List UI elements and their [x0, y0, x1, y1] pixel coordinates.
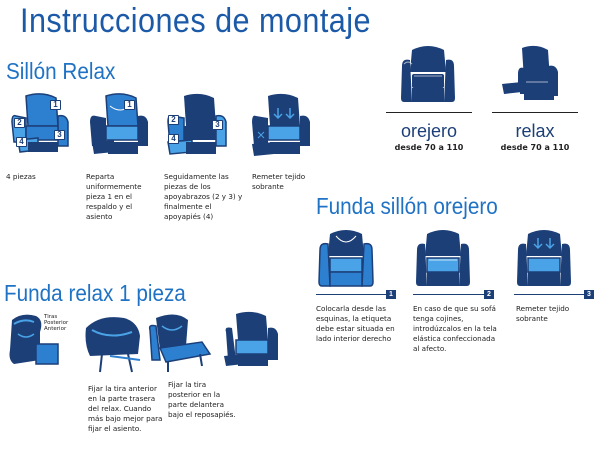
pieza-step4-illustration	[222, 310, 288, 372]
orejero-range: desde 70 a 110	[394, 143, 464, 152]
orejero-step3-text: Remeter tejido sobrante	[516, 304, 570, 323]
pieza-step2-illustration	[80, 310, 148, 374]
relax-range: desde 70 a 110	[500, 143, 570, 152]
piece-number-4-step3: 4	[168, 134, 179, 144]
relax-chair-icon	[500, 44, 560, 106]
relax-step4-illustration	[250, 92, 316, 162]
orejero-step3-badge: 3	[584, 290, 594, 299]
relax-label: relax	[515, 121, 555, 141]
piece-number-3-step3: 3	[212, 120, 223, 130]
orejero-step1-rule	[316, 294, 386, 295]
tiras-label: Tiras Posterior Anterior	[44, 314, 69, 332]
piece-number-2-step3: 2	[168, 115, 179, 125]
section-title-sillon-relax: Sillón Relax	[6, 58, 116, 84]
section-title-funda-orejero: Funda sillón orejero	[316, 193, 498, 219]
orejero-step2-illustration	[413, 226, 477, 294]
relax-divider	[492, 112, 578, 113]
relax-step3-illustration	[164, 92, 234, 162]
orejero-step2-rule	[413, 294, 484, 295]
orejero-step1-illustration	[316, 226, 380, 294]
orejero-step2-badge: 2	[484, 290, 494, 299]
piece-number-2: 2	[14, 118, 25, 128]
orejero-chair-icon	[398, 44, 458, 106]
piece-number-4: 4	[16, 137, 27, 147]
orejero-label: orejero	[400, 121, 458, 141]
pieza-step2-text: Fijar la tira posterior en la parte delantera bajo el reposapiés.	[168, 380, 236, 419]
pieza-step1-text: Fijar la tira anterior en la parte trasera del relax. Cuando más bajo mejor para fijar el asiento.	[88, 384, 163, 433]
page-title: Instrucciones de montaje	[20, 2, 371, 40]
orejero-divider	[386, 112, 472, 113]
relax-step1-text: 4 piezas	[6, 172, 36, 181]
relax-step2-illustration	[86, 92, 152, 160]
pieza-step3-illustration	[146, 310, 216, 374]
section-title-funda-relax-pieza: Funda relax 1 pieza	[4, 280, 186, 306]
orejero-step3-rule	[514, 294, 584, 295]
relax-step3-text: Seguidamente las piezas de los apoyabrazos (2 y 3) y finalmente el apoyapiés (4)	[164, 172, 243, 221]
orejero-step1-badge: 1	[386, 290, 396, 299]
orejero-step2-text: En caso de que su sofá tenga cojines, introdúzcalos en la tela elástica confeccionada al afecto.	[413, 304, 497, 353]
relax-step2-text: Reparta uniformemente pieza 1 en el respaldo y el asiento	[86, 172, 142, 221]
orejero-step3-illustration	[514, 226, 578, 294]
piece-number-1-step2: 1	[124, 100, 135, 110]
relax-step4-text: Remeter tejido sobrante	[252, 172, 306, 191]
orejero-step1-text: Colocarla desde las esquinas, la etiqueta debe estar situada en lado interior derecho	[316, 304, 395, 343]
piece-number-3: 3	[54, 130, 65, 140]
piece-number-1: 1	[50, 100, 61, 110]
